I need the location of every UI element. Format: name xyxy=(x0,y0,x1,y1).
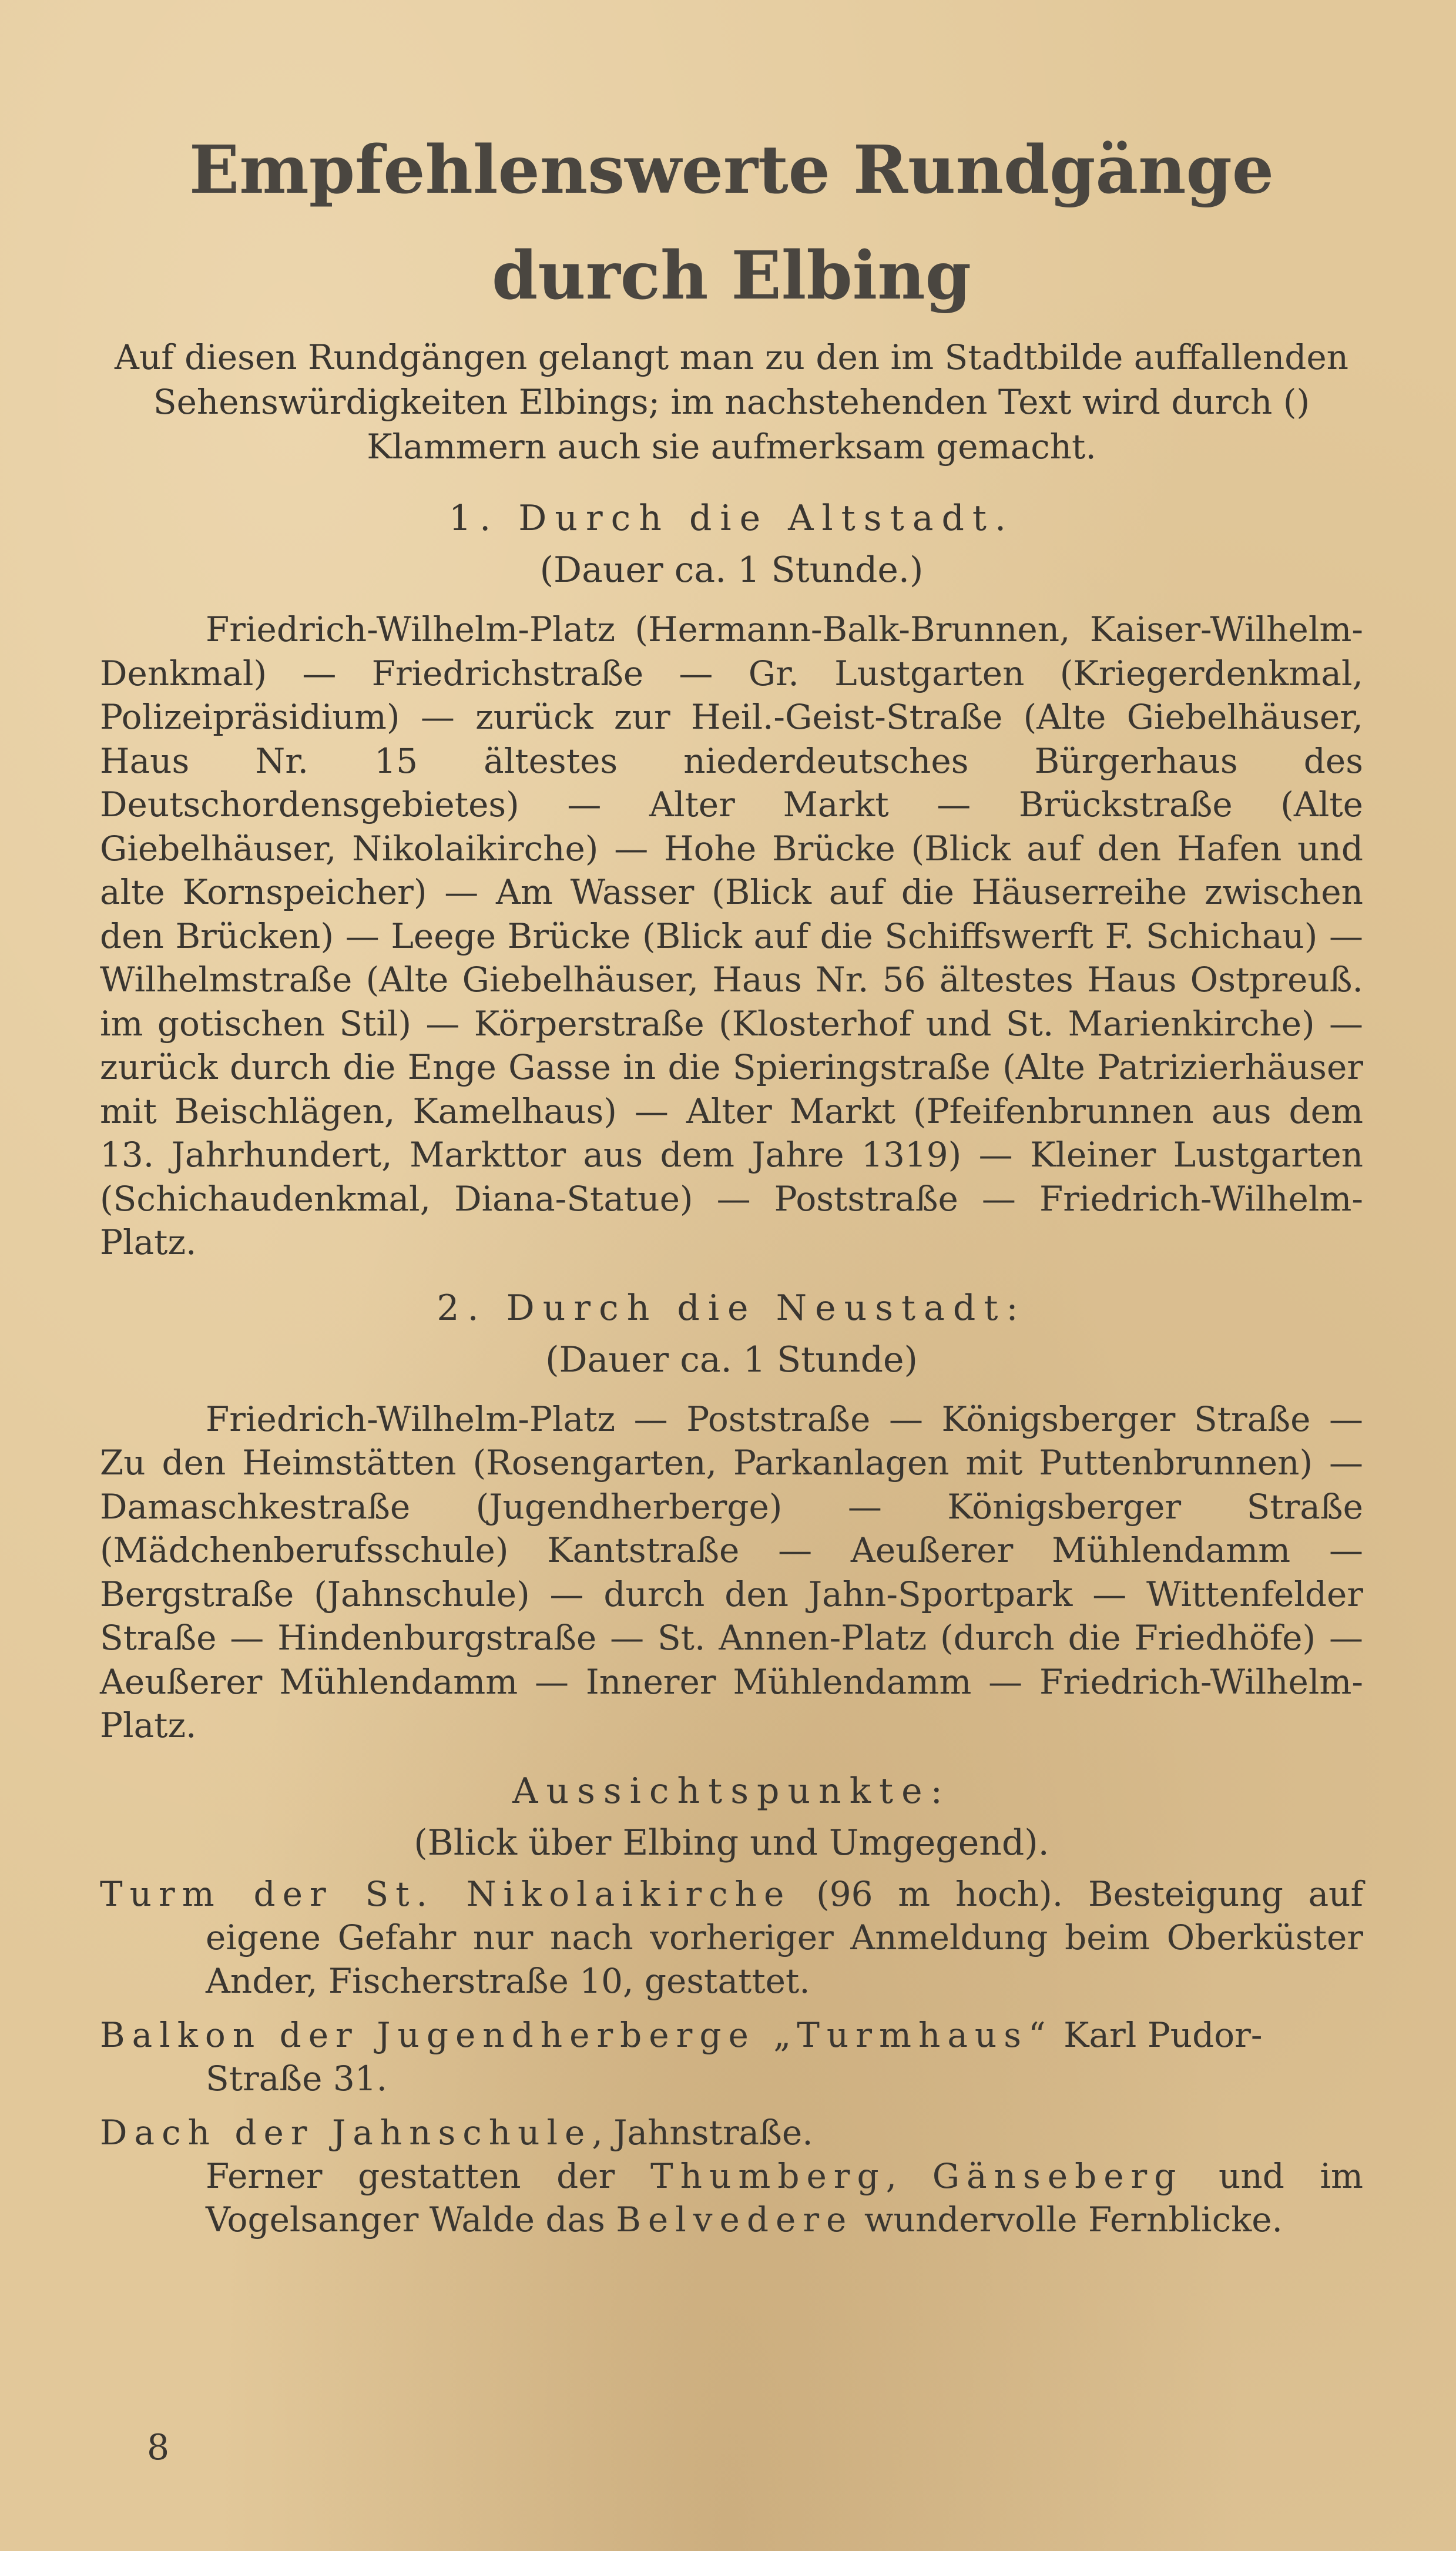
viewpoint-name: Balkon der Jugendherberge „Turmhaus“ xyxy=(100,2014,1053,2055)
viewpoint-item xyxy=(100,2013,1363,2100)
section-1-text: Friedrich-Wilhelm-Platz (Hermann-Balk-Brunnen, Kaiser-Wilhelm-Denkmal) — Friedrichstraße — Gr. Lustgarten (Kriegerdenkmal, Polizeipräsidium) — zurück zur Heil.-Geist-Straße (Alte Giebelhäuser, Haus Nr. 15 ältestes niederdeutsches Bürgerhaus des Deutschordensgebietes) — Alter Markt — Brückstraße (Alte Giebelhäuser, Nikolaikirche) — Hohe Brücke (Blick auf den Hafen und alte Kornspeicher) — Am Wasser (Blick auf die Häuserreihe zwischen den Brücken) — Leege Brücke (Blick auf die Schiffswerft F. Schichau) — Wilhelmstraße (Alte Giebelhäuser, Haus Nr. 56 ältestes Haus Ostpreuß. im gotischen Stil) — Körperstraße (Klosterhof und St. Marienkirche) — zurück durch die Enge Gasse in die Spieringstraße (Alte Patrizierhäuser mit Beischlägen, Kamelhaus) — Alter Markt (Pfeifenbrunnen aus dem 13. Jahrhundert, Markttor aus dem Jahre 1319) — Kleiner Lustgarten (Schichaudenkmal, Diana-Statue) — Poststraße — Friedrich-Wilhelm-Platz. xyxy=(100,609,1363,1262)
section-1-duration: (Dauer ca. 1 Stunde.) xyxy=(539,549,924,591)
viewpoints-subheading: (Blick über Elbing und Umgegend). xyxy=(414,1822,1049,1863)
title-line-2: durch Elbing xyxy=(492,237,971,314)
page xyxy=(100,118,1363,2241)
intro-paragraph: Auf diesen Rundgängen gelangt man zu den im Stadtbilde auffallenden Sehenswürdigkeiten Elbings; im nachstehenden Text wird durch () Klammern auch sie aufmerksam gemacht. xyxy=(114,337,1349,467)
viewpoint-item xyxy=(100,1872,1363,2003)
section-1-heading: 1. Durch die Altstadt. xyxy=(448,498,1015,539)
viewpoint-text: Karl Pudor-Straße 31. xyxy=(206,2014,1263,2099)
section-2-duration: (Dauer ca. 1 Stunde) xyxy=(545,1339,918,1380)
ferner-sep-1: , xyxy=(885,2156,932,2196)
section-neustadt xyxy=(100,1282,1363,1748)
section-altstadt xyxy=(100,492,1363,1265)
section-2-heading: 2. Durch die Neustadt: xyxy=(437,1287,1026,1329)
ferner-prefix: Ferner gestatten der xyxy=(206,2156,650,2196)
ferner-place-belvedere: Belvedere xyxy=(616,2199,854,2240)
ferner-suffix: wundervolle Fernblicke. xyxy=(853,2199,1283,2240)
ferner-mid: und im Vogelsanger Walde das xyxy=(206,2156,1364,2240)
viewpoint-name: Turm der St. Nikolaikirche xyxy=(100,1873,791,1914)
ferner-place-thumberg: Thumberg xyxy=(650,2156,886,2196)
section-2-text: Friedrich-Wilhelm-Platz — Poststraße — Königsberger Straße — Zu den Heimstätten (Rosengarten, Parkanlagen mit Puttenbrunnen) — Damaschkestraße (Jugendherberge) — Königsberger Straße (Mädchenberufsschule) Kantstraße — Aeußerer Mühlendamm — Bergstraße (Jahnschule) — durch den Jahn-Sportpark — Wittenfelder Straße — Hindenburgstraße — St. Annen-Platz (durch die Friedhöfe) — Aeußerer Mühlendamm — Innerer Mühlendamm — Friedrich-Wilhelm-Platz. xyxy=(100,1399,1363,1745)
viewpoints-heading: Aussichtspunkte: xyxy=(512,1770,951,1812)
page-number: 8 xyxy=(147,2427,170,2468)
viewpoint-name: Dach der Jahnschule xyxy=(100,2112,592,2153)
viewpoint-text: (96 m hoch). Besteigung auf eigene Gefahr nur nach vorheriger Anmeldung beim Oberküster Ander, Fischerstraße 10, gestattet. xyxy=(206,1873,1363,2001)
section-viewpoints xyxy=(100,1765,1363,2241)
ferner-place-gaenseberg: Gänseberg xyxy=(932,2156,1183,2196)
ferner-paragraph xyxy=(100,2154,1363,2241)
viewpoint-text: , Jahnstraße. xyxy=(592,2112,813,2153)
viewpoint-item xyxy=(100,2111,1363,2154)
page-title xyxy=(100,118,1363,329)
title-line-1: Empfehlenswerte Rundgänge xyxy=(189,132,1274,209)
